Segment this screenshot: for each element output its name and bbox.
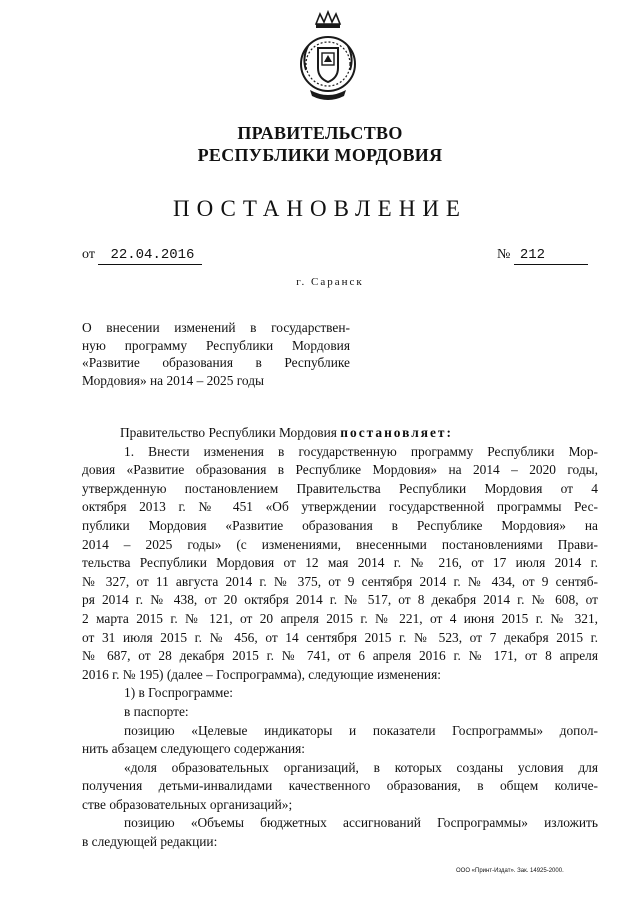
subject-block [82,319,350,389]
body-line: № 687, от 28 декабря 2015 г. № 741, от 6 апреля 2016 г. № 171, от 8 апреля [82,648,598,664]
body-line: октября 2013 г. № 451 «Об утверждении государственной программы Рес- [82,499,598,515]
body-line: 2014 – 2025 годы» (с изменениями, внесенными постановлениями Прави- [82,536,598,552]
number-row [497,246,588,265]
preamble [82,424,598,443]
number-prefix: № [497,247,511,262]
body-line: № 327, от 11 августа 2014 г. № 375, от 9 сентября 2014 г. № 434, от 9 сентяб- [82,573,598,589]
body-line: нить абзацем следующего содержания: [82,741,306,757]
body-line: 1) в Госпрограмме: [124,685,234,701]
body-line: публики Мордовия «Развитие образования в Республике Мордовия» на [82,517,598,533]
document-type: ПОСТАНОВЛЕНИЕ [173,196,467,221]
date-prefix: от [82,247,95,262]
preamble-verb: постановляет: [340,425,453,440]
subject-line: «Развитие образования в Республике [82,355,350,370]
body-line: ря 2014 г. № 438, от 20 октября 2014 г. № 517, от 8 декабря 2014 г. № 608, от [82,592,598,608]
body-line: 1. Внести изменения в государственную программу Республики Мор- [124,443,598,459]
body-line: в следующей редакции: [82,834,218,850]
body-line: от 31 июля 2015 г. № 456, от 14 сентября 2015 г. № 523, от 7 декабря 2015 г. [82,629,598,645]
document-body [82,424,598,852]
subject-line: ную программу Республики Мордовия [82,337,350,353]
body-line: в паспорте: [124,703,189,719]
body-line: позицию «Целевые индикаторы и показатели Госпрограммы» допол- [124,722,598,738]
body-line: довия «Развитие образования в Республике Мордовия» на 2014 – 2020 годы, [82,462,598,478]
body-line: «доля образовательных организаций, в которых созданы условия для [124,759,598,775]
body-line: утвержденную постановлением Правительства Республики Мордовия от 4 [82,480,598,496]
body-line: позицию «Объемы бюджетных ассигнований Госпрограммы» изложить [124,815,598,831]
government-title: ПРАВИТЕЛЬСТВО [237,123,403,143]
document-date: 22.04.2016 [98,246,202,265]
government-title-line2: РЕСПУБЛИКИ МОРДОВИЯ [197,145,443,165]
body-line: получения детьми-инвалидами качественного образования, в общем количе- [82,778,598,794]
coat-of-arms-icon [298,10,358,106]
document-number: 212 [514,246,588,265]
body-line: стве образовательных организаций»; [82,796,293,812]
subject-line: Мордовия» на 2014 – 2025 годы [82,372,265,388]
body-line: тельства Республики Мордовия от 12 мая 2014 г. № 216, от 17 июля 2014 г. [82,555,598,571]
preamble-text: Правительство Республики Мордовия [120,425,337,440]
date-row [82,246,202,265]
printer-note: ООО «Принт-Издат». Зак. 14925-2000. [456,868,564,874]
subject-line: О внесении изменений в государствен- [82,320,350,335]
body-line: 2016 г. № 195) (далее – Госпрограмма), следующие изменения: [82,666,441,682]
city-label: г. Саранск [296,276,364,288]
body-line: 2 марта 2015 г. № 121, от 20 апреля 2015 г. № 221, от 4 июня 2015 г. № 321, [82,610,598,626]
